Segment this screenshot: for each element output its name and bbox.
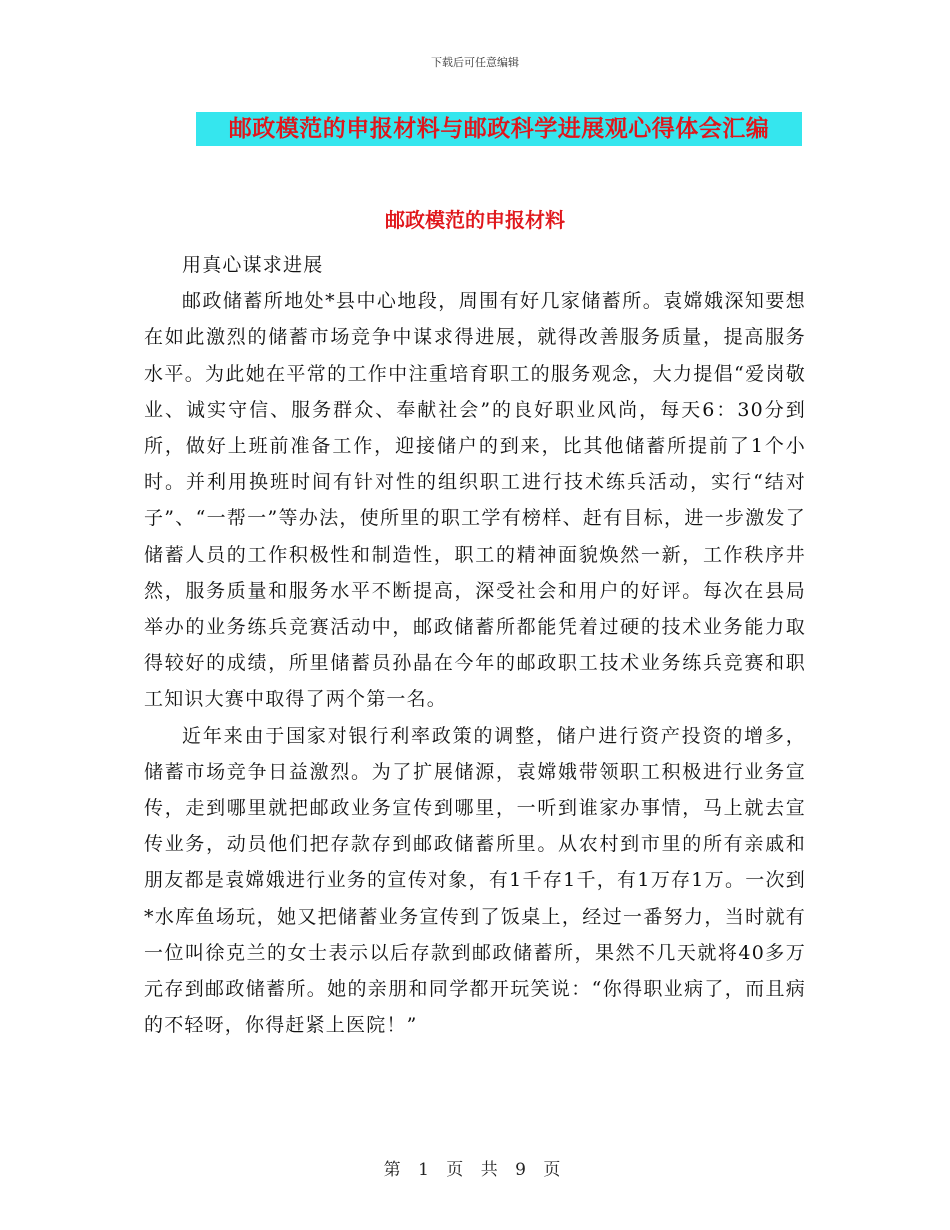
header-note: 下载后可任意编辑 [431, 56, 519, 69]
paragraph: 近年来由于国家对银行利率政策的调整，储户进行资产投资的增多，储蓄市场竞争日益激烈。为了扩展储源，袁嫦娥带领职工积极进行业务宣传，走到哪里就把邮政业务宣传到哪里，一听到谁家办事情，马上就去宣传业务，动员他们把存款存到邮政储蓄所里。从农村到市里的所有亲戚和朋友都是袁嫦娥进行业务的宣传对象，有1千存1千，有1万存1万。一次到*水库鱼场玩，她又把储蓄业务宣传到了饭桌上，经过一番努力，当时就有一位叫徐克兰的女士表示以后存款到邮政储蓄所，果然不几天就将40多万元存到邮政储蓄所。她的亲朋和同学都开玩笑说：“你得职业病了，而且病的不轻呀，你得赶紧上医院！” [144, 724, 806, 1037]
paragraph: 邮政储蓄所地处*县中心地段，周围有好几家储蓄所。袁嫦娥深知要想在如此激烈的储蓄市场竞争中谋求得进展，就得改善服务质量，提高服务水平。为此她在平常的工作中注重培育职工的服务观念，大力提倡“爱岗敬业、诚实守信、服务群众、奉献社会”的良好职业风尚，每天6：30分到所，做好上班前准备工作，迎接储户的到来，比其他储蓄所提前了1个小时。并利用换班时间有针对性的组织职工进行技术练兵活动，实行“结对子”、“一帮一”等办法，使所里的职工学有榜样、赶有目标，进一步激发了储蓄人员的工作积极性和制造性，职工的精神面貌焕然一新，工作秩序井然，服务质量和服务水平不断提高，深受社会和用户的好评。每次在县局举办的业务练兵竞赛活动中，邮政储蓄所都能凭着过硬的技术业务能力取得较好的成绩，所里储蓄员孙晶在今年的邮政职工技术业务练兵竞赛和职工知识大赛中取得了两个第一名。 [144, 290, 806, 711]
document-title: 邮政模范的申报材料与邮政科学进展观心得体会汇编 [196, 112, 802, 146]
page-number-footer: 第 1 页 共 9 页 [383, 1160, 567, 1180]
section-title: 邮政模范的申报材料 [385, 208, 565, 232]
paragraph-subtitle: 用真心谋求进展 [182, 254, 324, 276]
document-body [144, 247, 806, 1043]
